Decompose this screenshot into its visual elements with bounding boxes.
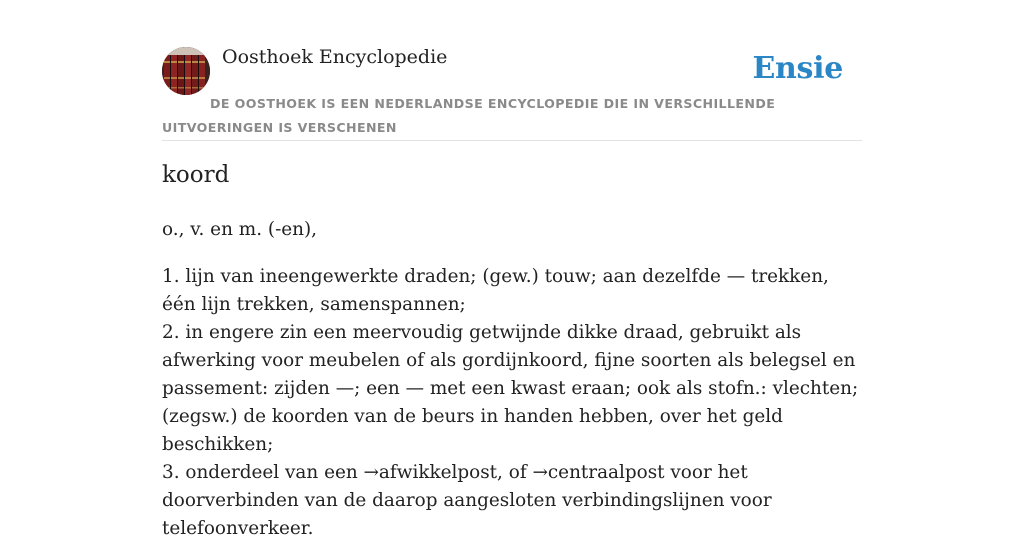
- source-title[interactable]: Oosthoek Encyclopedie: [222, 46, 448, 68]
- ensie-logo-link[interactable]: Ensie: [752, 51, 843, 86]
- entry-definitions: [162, 263, 862, 543]
- definition-sense-3: 3. onderdeel van een →afwikkelpost, of →centraalpost voor het doorverbinden van de daarop aangesloten verbindingslijnen voor telefoonverkeer.: [162, 462, 772, 539]
- page: [162, 0, 862, 539]
- entry-grammar: o., v. en m. (-en),: [162, 219, 318, 240]
- definition-sense-1: 1. lijn van ineengewerkte draden; (gew.) touw; aan dezelfde — trekken, één lijn trekken, samenspannen;: [162, 266, 829, 315]
- entry-headword: koord: [162, 162, 230, 188]
- source-header: [162, 0, 862, 141]
- source-description: DE OOSTHOEK IS EEN NEDERLANDSE ENCYCLOPEDIE DIE IN VERSCHILLENDE UITVOERINGEN IS VERSCHENEN: [162, 96, 776, 135]
- definition-sense-2: 2. in engere zin een meervoudig getwijnde dikke draad, gebruikt als afwerking voor meubelen of als gordijnkoord, fijne soorten als belegsel en passement: zijden —; een — met een kwast eraan; ook als stofn.: vlechten; (zegsw.) de koorden van de beurs in handen hebben, over het geld beschikken;: [162, 322, 859, 455]
- encyclopedia-books-icon[interactable]: [162, 47, 210, 95]
